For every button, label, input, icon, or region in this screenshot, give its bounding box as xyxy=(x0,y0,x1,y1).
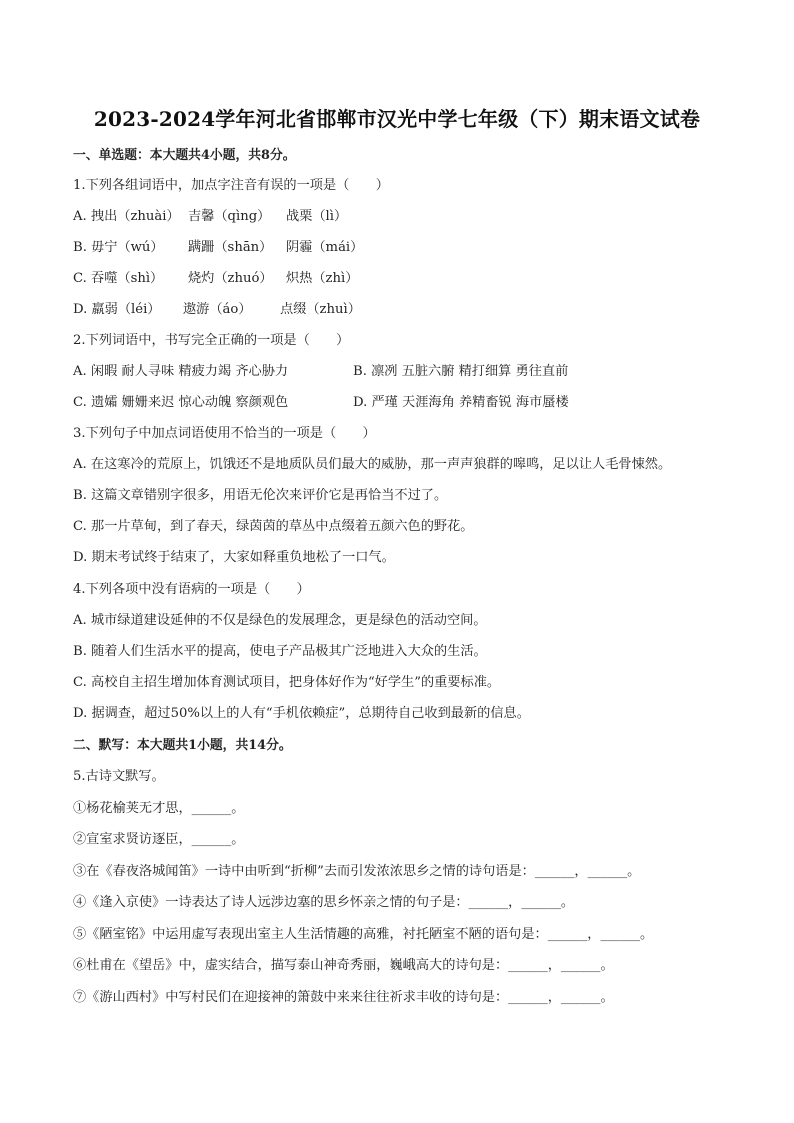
q5-item-1: ①杨花榆荚无才思，______。 xyxy=(73,801,245,816)
q5-item-7: ⑦《游山西村》中写村民们在迎接神的箫鼓中来来往往祈求丰收的诗句是：______，______。 xyxy=(73,990,614,1005)
question-5-stem: 5.古诗文默写。 xyxy=(73,769,165,784)
q1-d-word-2: 遨游（áo） xyxy=(183,302,252,317)
q1-c-word-2: 烧灼（zhuó） xyxy=(188,271,273,286)
q2-option-b: B. 凛冽 五脏六腑 精打细算 勇往直前 xyxy=(353,364,569,379)
q4-option-b: B. 随着人们生活水平的提高，使电子产品极其广泛地进入大众的生活。 xyxy=(73,644,487,659)
q1-option-a xyxy=(73,207,347,227)
q5-item-6: ⑥杜甫在《望岳》中，虚实结合，描写泰山神奇秀丽，巍峨高大的诗句是：______，______。 xyxy=(73,958,614,973)
q1-a-word-2: 吉馨（qìng） xyxy=(188,209,271,224)
question-3-stem: 3.下列句子中加点词语使用不恰当的一项是（ ） xyxy=(73,426,376,441)
q2-options-row-2 xyxy=(73,393,569,413)
question-4-stem: 4.下列各项中没有语病的一项是（ ） xyxy=(73,582,310,597)
q1-b-word-1: B. 毋宁（wú） xyxy=(73,240,164,255)
q3-option-d: D. 期末考试终于结束了，大家如释重负地松了一口气。 xyxy=(73,550,395,565)
q1-b-word-2: 蹒跚（shān） xyxy=(188,240,273,255)
q3-option-b: B. 这篇文章错别字很多，用语无伦次来评价它是再恰当不过了。 xyxy=(73,488,448,503)
section-header-1: 一、单选题：本大题共4小题，共8分。 xyxy=(73,148,296,163)
q1-option-c xyxy=(73,269,358,289)
q2-option-c: C. 遗孀 姗姗来迟 惊心动魄 察颜观色 xyxy=(73,395,289,410)
q5-item-5: ⑤《陋室铭》中运用虚写表现出室主人生活情趣的高雅，衬托陋室不陋的语句是：______，______。 xyxy=(73,927,654,942)
q5-item-4: ④《逢入京使》一诗表达了诗人远涉边塞的思乡怀亲之情的句子是：______，______。 xyxy=(73,895,575,910)
q4-option-d: D. 据调查，超过50%以上的人有“手机依赖症”，总期待自己收到最新的信息。 xyxy=(73,706,530,721)
question-2-stem: 2.下列词语中，书写完全正确的一项是（ ） xyxy=(73,333,350,348)
q1-option-d xyxy=(73,300,361,320)
q1-c-word-3: 炽热（zhì） xyxy=(286,271,359,286)
q1-d-word-3: 点缀（zhuì） xyxy=(280,302,361,317)
q2-option-d: D. 严瑾 天涯海角 养精畜锐 海市蜃楼 xyxy=(353,395,569,410)
q2-option-a: A. 闲暇 耐人寻味 精疲力竭 齐心胁力 xyxy=(73,364,289,379)
q3-option-c: C. 那一片草甸，到了春天，绿茵茵的草丛中点缀着五颜六色的野花。 xyxy=(73,519,474,534)
q4-option-a: A. 城市绿道建设延伸的不仅是绿色的发展理念，更是绿色的活动空间。 xyxy=(73,613,487,628)
q5-item-3: ③在《春夜洛城闻笛》一诗中由听到“折柳”去而引发浓浓思乡之情的诗句语是：______，______。 xyxy=(73,864,641,879)
q2-options-row-1 xyxy=(73,362,568,382)
q1-a-word-1: A. 拽出（zhuài） xyxy=(73,209,180,224)
q1-option-b xyxy=(73,238,363,258)
q4-option-c: C. 高校自主招生增加体育测试项目，把身体好作为“好学生”的重要标准。 xyxy=(73,675,501,690)
q1-d-word-1: D. 羸弱（léi） xyxy=(73,302,161,317)
q5-item-2: ②宣室求贤访逐臣，______。 xyxy=(73,832,245,847)
q1-c-word-1: C. 吞噬（shì） xyxy=(73,271,164,286)
question-1-stem: 1.下列各组词语中，加点字注音有误的一项是（ ） xyxy=(73,178,389,193)
section-header-2: 二、默写：本大题共1小题，共14分。 xyxy=(73,738,292,753)
q1-a-word-3: 战栗（lì） xyxy=(286,209,348,224)
q3-option-a: A. 在这寒冷的荒原上，饥饿还不是地质队员们最大的威胁，那一声声狼群的嗥鸣，足以让人毛骨悚然。 xyxy=(73,457,672,472)
exam-title: 2023-2024学年河北省邯郸市汉光中学七年级（下）期末语文试卷 xyxy=(93,107,701,131)
q1-b-word-3: 阴霾（mái） xyxy=(286,240,364,255)
